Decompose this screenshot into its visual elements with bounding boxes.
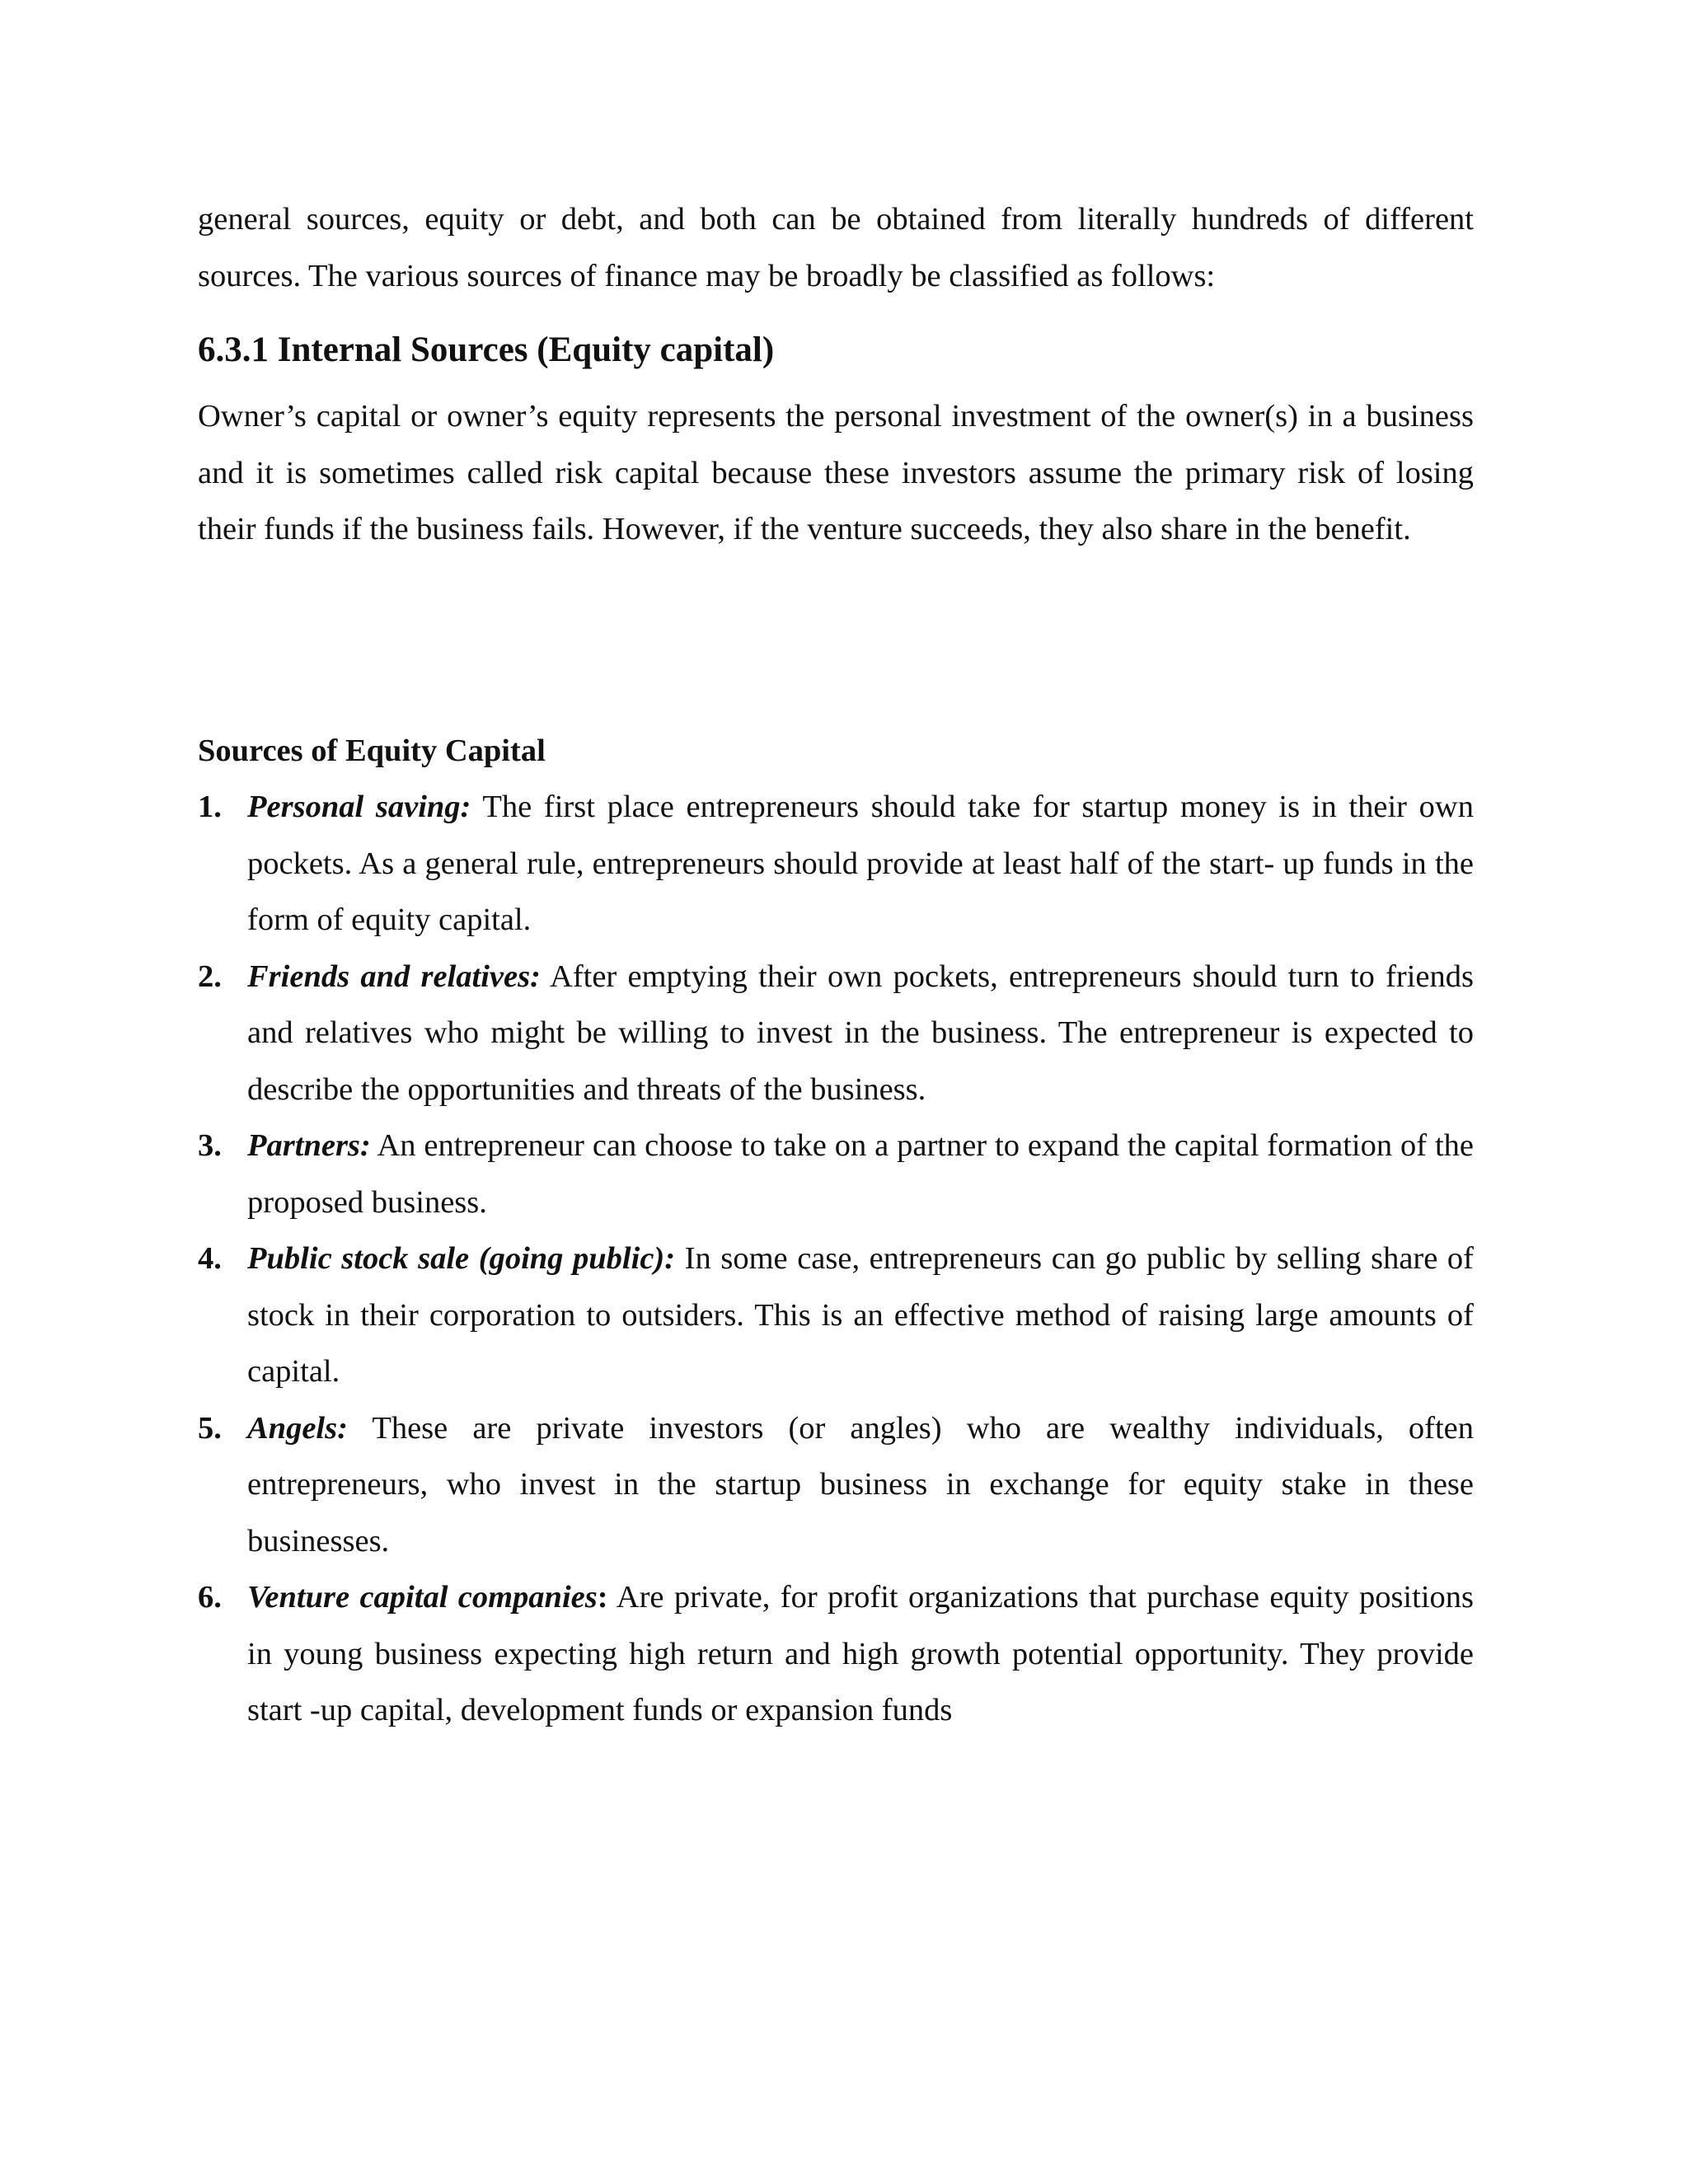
list-item-number: 2. <box>198 958 222 994</box>
list-item-colon: : <box>597 1580 608 1615</box>
list-item-number: 5. <box>198 1410 222 1446</box>
owners-capital-paragraph: Owner’s capital or owner’s equity represents the personal investment of the owner(s) in a business and it is sometimes called risk capital because these investors assume the primary risk of losing their funds if the business fails. However, if the venture succeeds, they also share in the benefit. <box>198 399 1474 546</box>
list-item <box>198 1230 1474 1400</box>
list-item <box>198 1569 1474 1739</box>
list-item-number: 4. <box>198 1241 222 1276</box>
list-item <box>198 1118 1474 1230</box>
list-item <box>198 949 1474 1118</box>
section-heading: 6.3.1 Internal Sources (Equity capital) <box>198 330 775 369</box>
list-item-text: After emptying their own pockets, entrepreneurs should turn to friends and relatives who might be willing to invest in the business. The entrepreneur is expected to describe the opportunities and threats of the business. <box>247 958 1474 1107</box>
list-item-text: Are private, for profit organizations that purchase equity positions in young business expecting high return and high growth potential opportunity. They provide start -up capital, development funds or expansion funds <box>247 1580 1475 1727</box>
list-item-term: Personal saving: <box>247 790 471 824</box>
list-item-text: These are private investors (or angles) who are wealthy individuals, often entrepreneurs, who invest in the startup business in exchange for equity stake in these businesses. <box>247 1410 1474 1558</box>
intro-paragraph: general sources, equity or debt, and both can be obtained from literally hundreds of different sources. The various sources of finance may be broadly be classified as follows: <box>198 202 1474 293</box>
list-item-number: 6. <box>198 1580 222 1615</box>
equity-sources-title: Sources of Equity Capital <box>198 733 546 768</box>
list-item-text: The first place entrepreneurs should take for startup money is in their own pockets. As a general rule, entrepreneurs should provide at least half of the start- up funds in the form of equity capital. <box>247 790 1474 937</box>
list-item-term: Public stock sale (going public): <box>247 1241 676 1276</box>
equity-sources-list <box>198 779 1474 1739</box>
list-item-term: Angels: <box>247 1410 348 1446</box>
list-item <box>198 779 1474 949</box>
list-item-number: 1. <box>198 790 222 824</box>
list-item <box>198 1400 1474 1570</box>
list-item-text: An entrepreneur can choose to take on a partner to expand the capital formation of the proposed business. <box>247 1128 1474 1220</box>
list-item-term: Partners: <box>247 1128 371 1163</box>
list-item-text: In some case, entrepreneurs can go public by selling share of stock in their corporation to outsiders. This is an effective method of raising large amounts of capital. <box>247 1241 1474 1389</box>
list-item-number: 3. <box>198 1128 222 1163</box>
document-page <box>198 191 1474 1739</box>
list-item-term: Friends and relatives: <box>247 958 541 994</box>
list-item-term: Venture capital companies <box>247 1580 598 1615</box>
